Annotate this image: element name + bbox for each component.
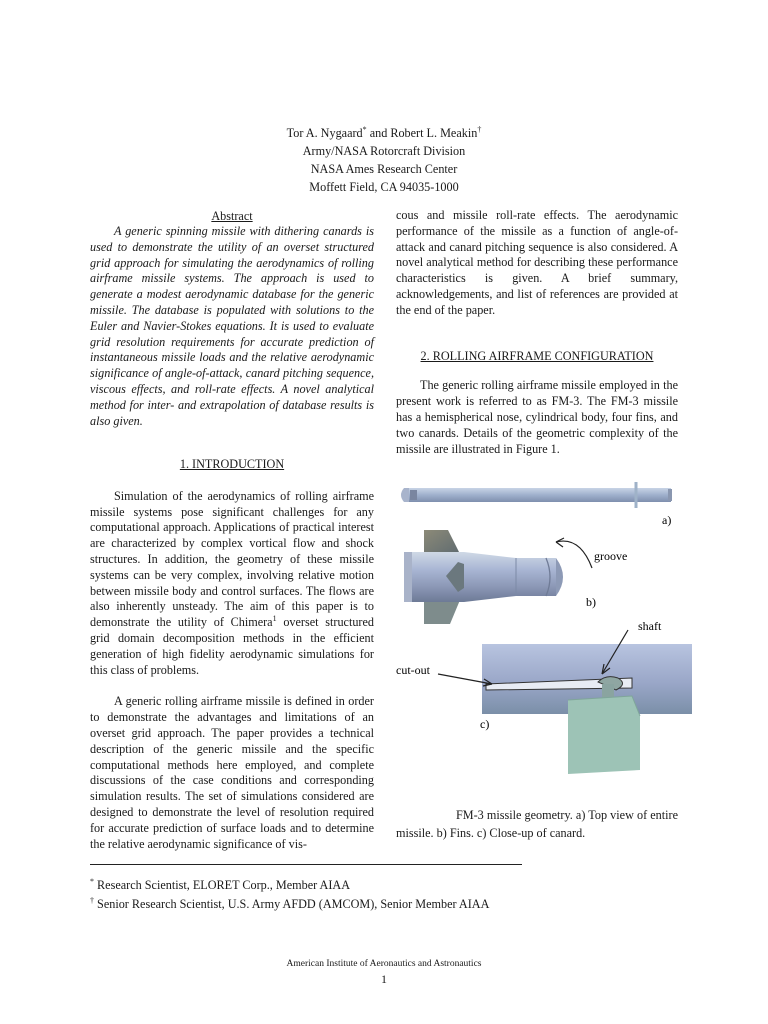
intro-heading: 1. INTRODUCTION [179,457,285,471]
intro-section [90,457,374,852]
footnote-mark: † [477,125,482,134]
page-number: 1 [381,972,387,986]
citation-mark: 1 [272,614,277,624]
groove-arrow [556,541,592,568]
page-footer-org: American Institute of Aeronautics and Astronautics [286,959,482,969]
affiliation-line: Army/NASA Rotorcraft Division [302,144,466,158]
abstract-heading: Abstract [211,209,253,223]
right-column [396,208,678,457]
footnote-mark: * [90,877,94,886]
affiliation-line: Moffett Field, CA 94035-1000 [309,180,459,194]
label-b: b) [586,595,596,609]
label-c: c) [480,717,490,731]
intro-continued: cous and missile roll-rate effects. The aerodynamic performance of the missile as a function of angle-of-attack and canard pitching sequence is also considered. A novel analytical method for describing these performance characteristics is given. A brief summary, acknowledgements, and list of references are provided at the end of the paper. [396,208,678,317]
intro-paragraph-2: A generic rolling airframe missile is defined in order to demonstrate the advantages and limitations of an overset grid approach. The paper provides a technical description of the generic missile and the specific computational methods here employed, and complete discussions of the case conditions and corresponding simulation results. The set of simulations considered are designed to demonstrate the level of resolution required for accurate prediction of surface loads and to determine the relative aerodynamic significance of vis- [90,694,374,851]
intro-paragraph-1 [90,489,374,679]
missile-fins-view [404,530,563,624]
footnote-text: Senior Research Scientist, U.S. Army AFDD (AMCOM), Senior Member AIAA [94,897,490,911]
missile-top-view [401,482,672,508]
left-column [90,208,374,429]
label-cutout: cut-out [396,663,430,677]
label-groove: groove [594,549,628,563]
footnote-2 [90,897,489,912]
figure-caption: FM-3 missile geometry. a) Top view of entire missile. b) Fins. c) Close-up of canard. [396,808,678,840]
footnote-mark: * [362,125,367,134]
section2-paragraph: The generic rolling airframe missile employed in the present work is referred to as FM-3. The FM-3 missile has a hemispherical nose, cylindrical body, four fins, and two canards. Details of the geometric complexity of the missile are illustrated in Figure 1. [396,378,678,456]
author-first: Tor A. Nygaard [286,126,363,140]
label-a: a) [662,513,672,527]
footnote-rule [90,864,522,865]
section2-heading: 2. ROLLING AIRFRAME CONFIGURATION [420,348,654,363]
footnote-1 [90,878,350,893]
footnote-text: Research Scientist, ELORET Corp., Member AIAA [94,878,351,892]
label-shaft: shaft [638,619,662,633]
footnote-mark: † [90,896,94,905]
author-second: and Robert L. Meakin [366,126,478,140]
intro-text: Simulation of the aerodynamics of rolling airframe missile systems pose significant challenges for any computational approach. Applications of practical interest are characterized by complex vortical flow and shock structures. In addition, the geometry of these missile systems can be very complex, involving relative motion between missile body and control surfaces. The flows are also inherently unsteady. The aim of this paper is to demonstrate the utility of Chimera [90,488,374,630]
canard-closeup [482,644,692,774]
author-names [0,124,768,142]
intro-text: overset structured grid domain decomposition methods in the efficient generation of high fidelity aerodynamic simulations for this class of problems. [90,615,374,677]
affiliation-line: NASA Ames Research Center [310,162,458,176]
author-block [0,124,768,196]
abstract-text: A generic spinning missile with dithering canards is used to demonstrate the utility of an overset structured grid approach for simulating the aerodynamics of rolling airframe missile systems. The approach is used to generate a modest aerodynamic database for the generic missile. The database is populated with solutions to the Euler and Navier-Stokes equations. It is used to evaluate grid resolution requirements for accurate prediction of instantaneous missile loads and the relative aerodynamic significance of angle-of-attack, canard pitching sequence, viscous effects, and roll-rate effects. A novel analytical method for inter- and extrapolation of database results is also given. [90,224,374,428]
figure-1 [396,476,696,806]
